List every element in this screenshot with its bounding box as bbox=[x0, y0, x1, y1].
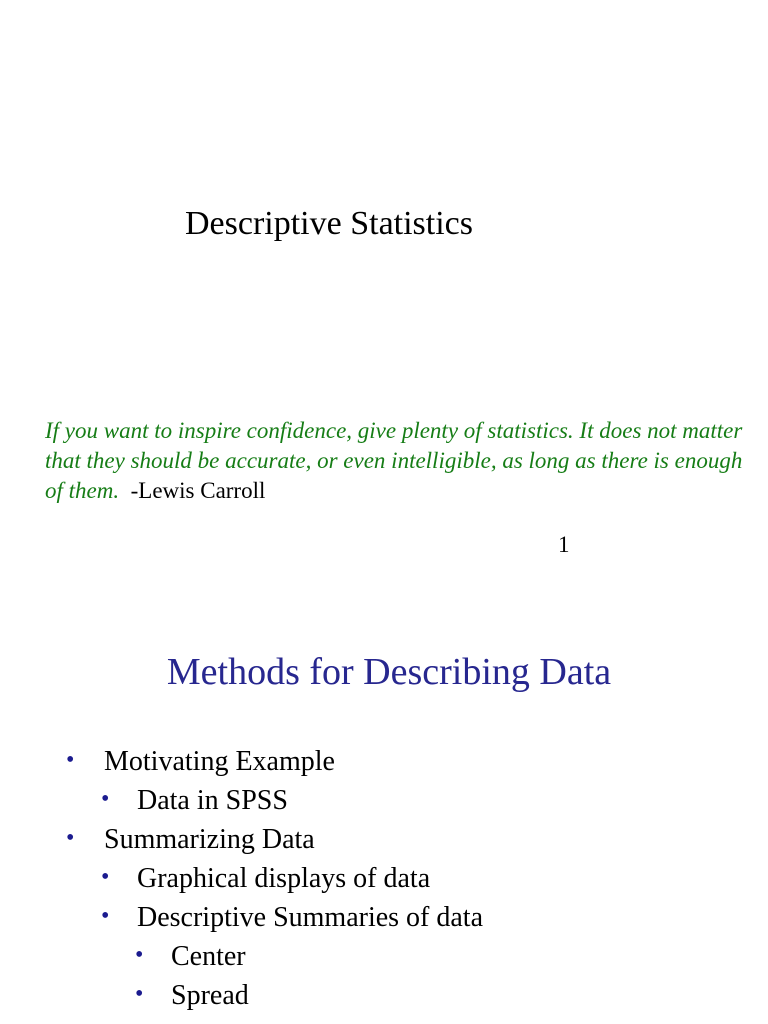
bullet-label: Graphical displays of data bbox=[137, 863, 431, 894]
bullet-label: Spread bbox=[171, 980, 249, 1011]
bullet-item-spread bbox=[0, 976, 768, 1015]
bullet-dot: • bbox=[135, 981, 144, 1007]
bullet-item-graphical-displays bbox=[0, 859, 768, 898]
bullet-dot: • bbox=[66, 825, 75, 851]
bullet-item-center bbox=[0, 937, 768, 976]
bullet-list bbox=[0, 742, 768, 1015]
page-number: 1 bbox=[558, 532, 570, 557]
bullet-dot: • bbox=[101, 786, 110, 812]
quote-author: -Lewis Carroll bbox=[130, 478, 266, 503]
quote-text: If you want to inspire confidence, give plenty of statistics. It does not matter that they should be accurate, or even intelligible, as long as there is enough of them. bbox=[45, 418, 743, 503]
bullet-dot: • bbox=[101, 864, 110, 890]
section-title: Methods for Describing Data bbox=[166, 651, 612, 693]
slide-title: Descriptive Statistics bbox=[185, 205, 474, 242]
bullet-item-summarizing-data bbox=[0, 820, 768, 859]
quote-block bbox=[45, 416, 745, 506]
bullet-dot: • bbox=[135, 942, 144, 968]
bullet-label: Motivating Example bbox=[104, 746, 335, 777]
bullet-label: Descriptive Summaries of data bbox=[137, 902, 484, 933]
bullet-label: Data in SPSS bbox=[137, 785, 288, 816]
bullet-label: Center bbox=[171, 941, 246, 972]
bullet-item-data-in-spss bbox=[0, 781, 768, 820]
bullet-item-descriptive-summaries bbox=[0, 898, 768, 937]
bullet-dot: • bbox=[101, 903, 110, 929]
bullet-label: Summarizing Data bbox=[104, 824, 315, 855]
bullet-dot: • bbox=[66, 747, 75, 773]
bullet-item-motivating-example bbox=[0, 742, 768, 781]
